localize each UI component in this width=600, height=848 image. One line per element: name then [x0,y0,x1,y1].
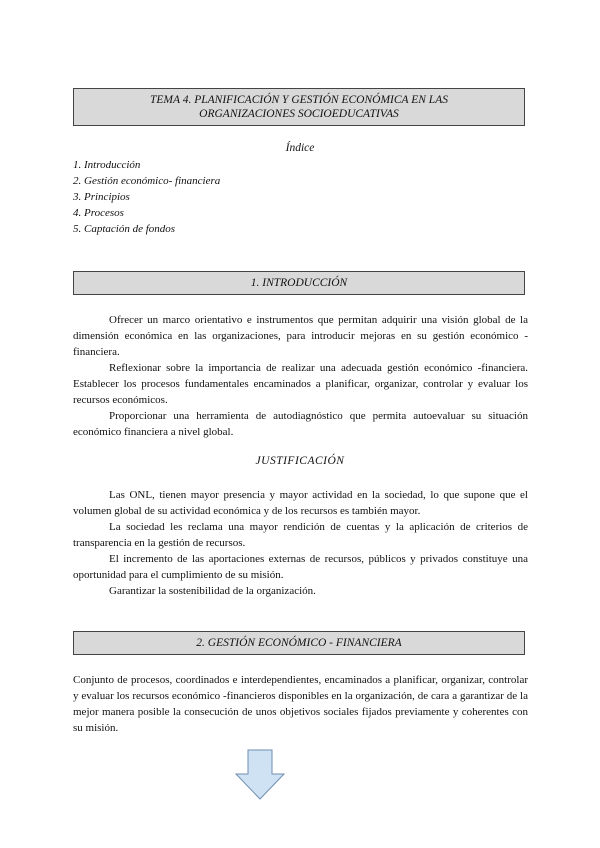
paragraph: Ofrecer un marco orientativo e instrumentos que permitan adquirir una visión global de la dimensión económica en las organizaciones, para introducir mejoras en su gestión económico -financiera. [73,314,528,358]
section-heading-gestion: 2. GESTIÓN ECONÓMICO - FINANCIERA [73,631,525,655]
paragraph: Proporcionar una herramienta de autodiagnóstico que permita autoevaluar su situación económico financiera a nivel global. [73,410,528,438]
paragraph: El incremento de las aportaciones externas de recursos, públicos y privados constituye una oportunidad para el cumplimiento de su misión. [73,553,528,581]
document-title-line2: ORGANIZACIONES SOCIOEDUCATIVAS [199,108,399,120]
paragraph: Conjunto de procesos, coordinados e interdependientes, encaminados a planificar, organizar, controlar y evaluar los recursos económico -financieros disponibles en la organización, de cara a garantizar de la mejor manera posible la consecución de unos objetivos sociales fijados previamente y coherentes con su misión. [73,674,528,734]
paragraph: La sociedad les reclama una mayor rendición de cuentas y la aplicación de criterios de transparencia en la gestión de recursos. [73,521,528,549]
section-heading-introduccion: 1. INTRODUCCIÓN [73,271,525,295]
paragraph: Reflexionar sobre la importancia de realizar una adecuada gestión económico -financiera. Establecer los procesos fundamentales encaminados a planificar, organizar, controlar y evaluar los recursos económicos. [73,362,528,406]
toc-item: 5. Captación de fondos [73,223,176,235]
justificacion-heading: JUSTIFICACIÓN [255,455,345,467]
gestion-text [73,672,528,736]
introduction-text [73,312,528,440]
toc-item: 4. Procesos [73,207,124,219]
justificacion-text [73,487,528,599]
down-arrow-icon [234,749,286,801]
document-title-box [73,88,525,126]
table-of-contents [73,157,220,237]
paragraph: Las ONL, tienen mayor presencia y mayor actividad en la sociedad, lo que supone que el volumen global de su actividad económica y de los recursos es también mayor. [73,489,528,517]
document-title-line1: TEMA 4. PLANIFICACIÓN Y GESTIÓN ECONÓMICA EN LAS [150,94,448,106]
index-title: Índice [285,142,315,154]
paragraph: Garantizar la sostenibilidad de la organización. [109,585,316,597]
down-arrow-shape [236,750,284,799]
toc-item: 3. Principios [73,191,130,203]
toc-item: 1. Introducción [73,159,141,171]
toc-item: 2. Gestión económico- financiera [73,175,221,187]
